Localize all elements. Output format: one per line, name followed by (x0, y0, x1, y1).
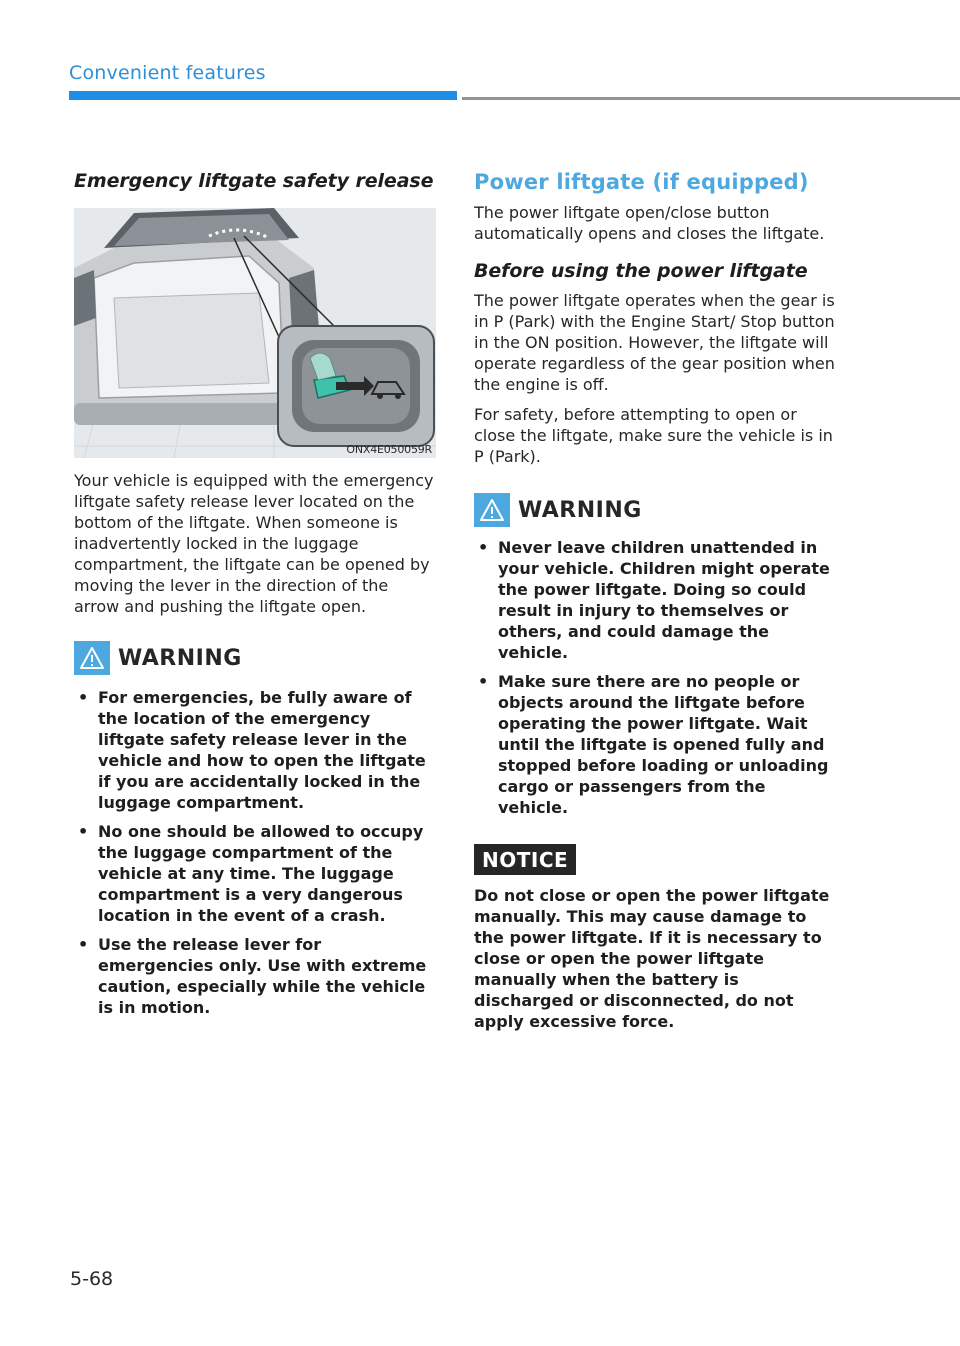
left-warning-list (74, 687, 438, 1018)
power-liftgate-intro: The power liftgate open/close button automatically opens and closes the liftgate. (474, 203, 825, 243)
warning-item: • Use the release lever for emergencies only. Use with extreme caution, especially while the vehicle is in motion. (74, 934, 438, 1018)
left-column (74, 170, 438, 1018)
warning-triangle-icon (74, 641, 110, 675)
right-warning-header (474, 493, 836, 527)
warning-item: • Make sure there are no people or objects around the liftgate before operating the power liftgate. Wait until the liftgate is opened fully and stopped before loading or unloading cargo or passengers from the vehicle. (474, 671, 836, 818)
right-column (474, 170, 836, 1032)
notice-text: Do not close or open the power liftgate manually. This may cause damage to the power liftgate. If it is necessary to close or open the power liftgate manually when the battery is discharged or disconnected, do not apply excessive force. (474, 886, 830, 1031)
liftgate-illustration-svg (74, 208, 436, 458)
figure-code: ONX4E050059R (346, 443, 432, 456)
before-using-paragraph-1: The power liftgate operates when the gear is in P (Park) with the Engine Start/ Stop button in the ON position. However, the liftgate will operate regardless of the gear position when the engine is off. (474, 291, 835, 394)
page-number: 5-68 (70, 1268, 114, 1290)
before-using-paragraph-2: For safety, before attempting to open or close the liftgate, make sure the vehicle is in P (Park). (474, 405, 833, 466)
before-using-heading: Before using the power liftgate (474, 260, 808, 282)
warning-title: WARNING (118, 645, 242, 671)
running-header: Convenient features (69, 62, 266, 84)
liftgate-release-illustration (74, 208, 436, 458)
header-rule-blue (69, 91, 457, 100)
warning-triangle-icon (474, 493, 510, 527)
left-warning-header (74, 641, 438, 675)
warning-item: • For emergencies, be fully aware of the location of the emergency liftgate safety release lever in the vehicle and how to open the liftgate if you are accidentally locked in the luggage compartment. (74, 687, 438, 813)
notice-tag: NOTICE (474, 844, 576, 875)
right-warning-list (474, 537, 836, 818)
emergency-release-heading: Emergency liftgate safety release (74, 170, 434, 192)
warning-item: • Never leave children unattended in your vehicle. Children might operate the power liftgate. Doing so could result in injury to themselves or others, and could damage the vehicle. (474, 537, 836, 663)
header-rule-grey (462, 97, 960, 100)
warning-title: WARNING (518, 497, 642, 523)
warning-item: • No one should be allowed to occupy the luggage compartment of the vehicle at any time. The luggage compartment is a very dangerous location in the event of a crash. (74, 821, 438, 926)
notice-block (474, 844, 836, 1032)
power-liftgate-title: Power liftgate (if equipped) (474, 170, 809, 194)
emergency-release-paragraph: Your vehicle is equipped with the emergency liftgate safety release lever located on the bottom of the liftgate. When someone is inadvertently locked in the luggage compartment, the liftgate can be opened by moving the lever in the direction of the arrow and pushing the liftgate open. (74, 471, 434, 616)
